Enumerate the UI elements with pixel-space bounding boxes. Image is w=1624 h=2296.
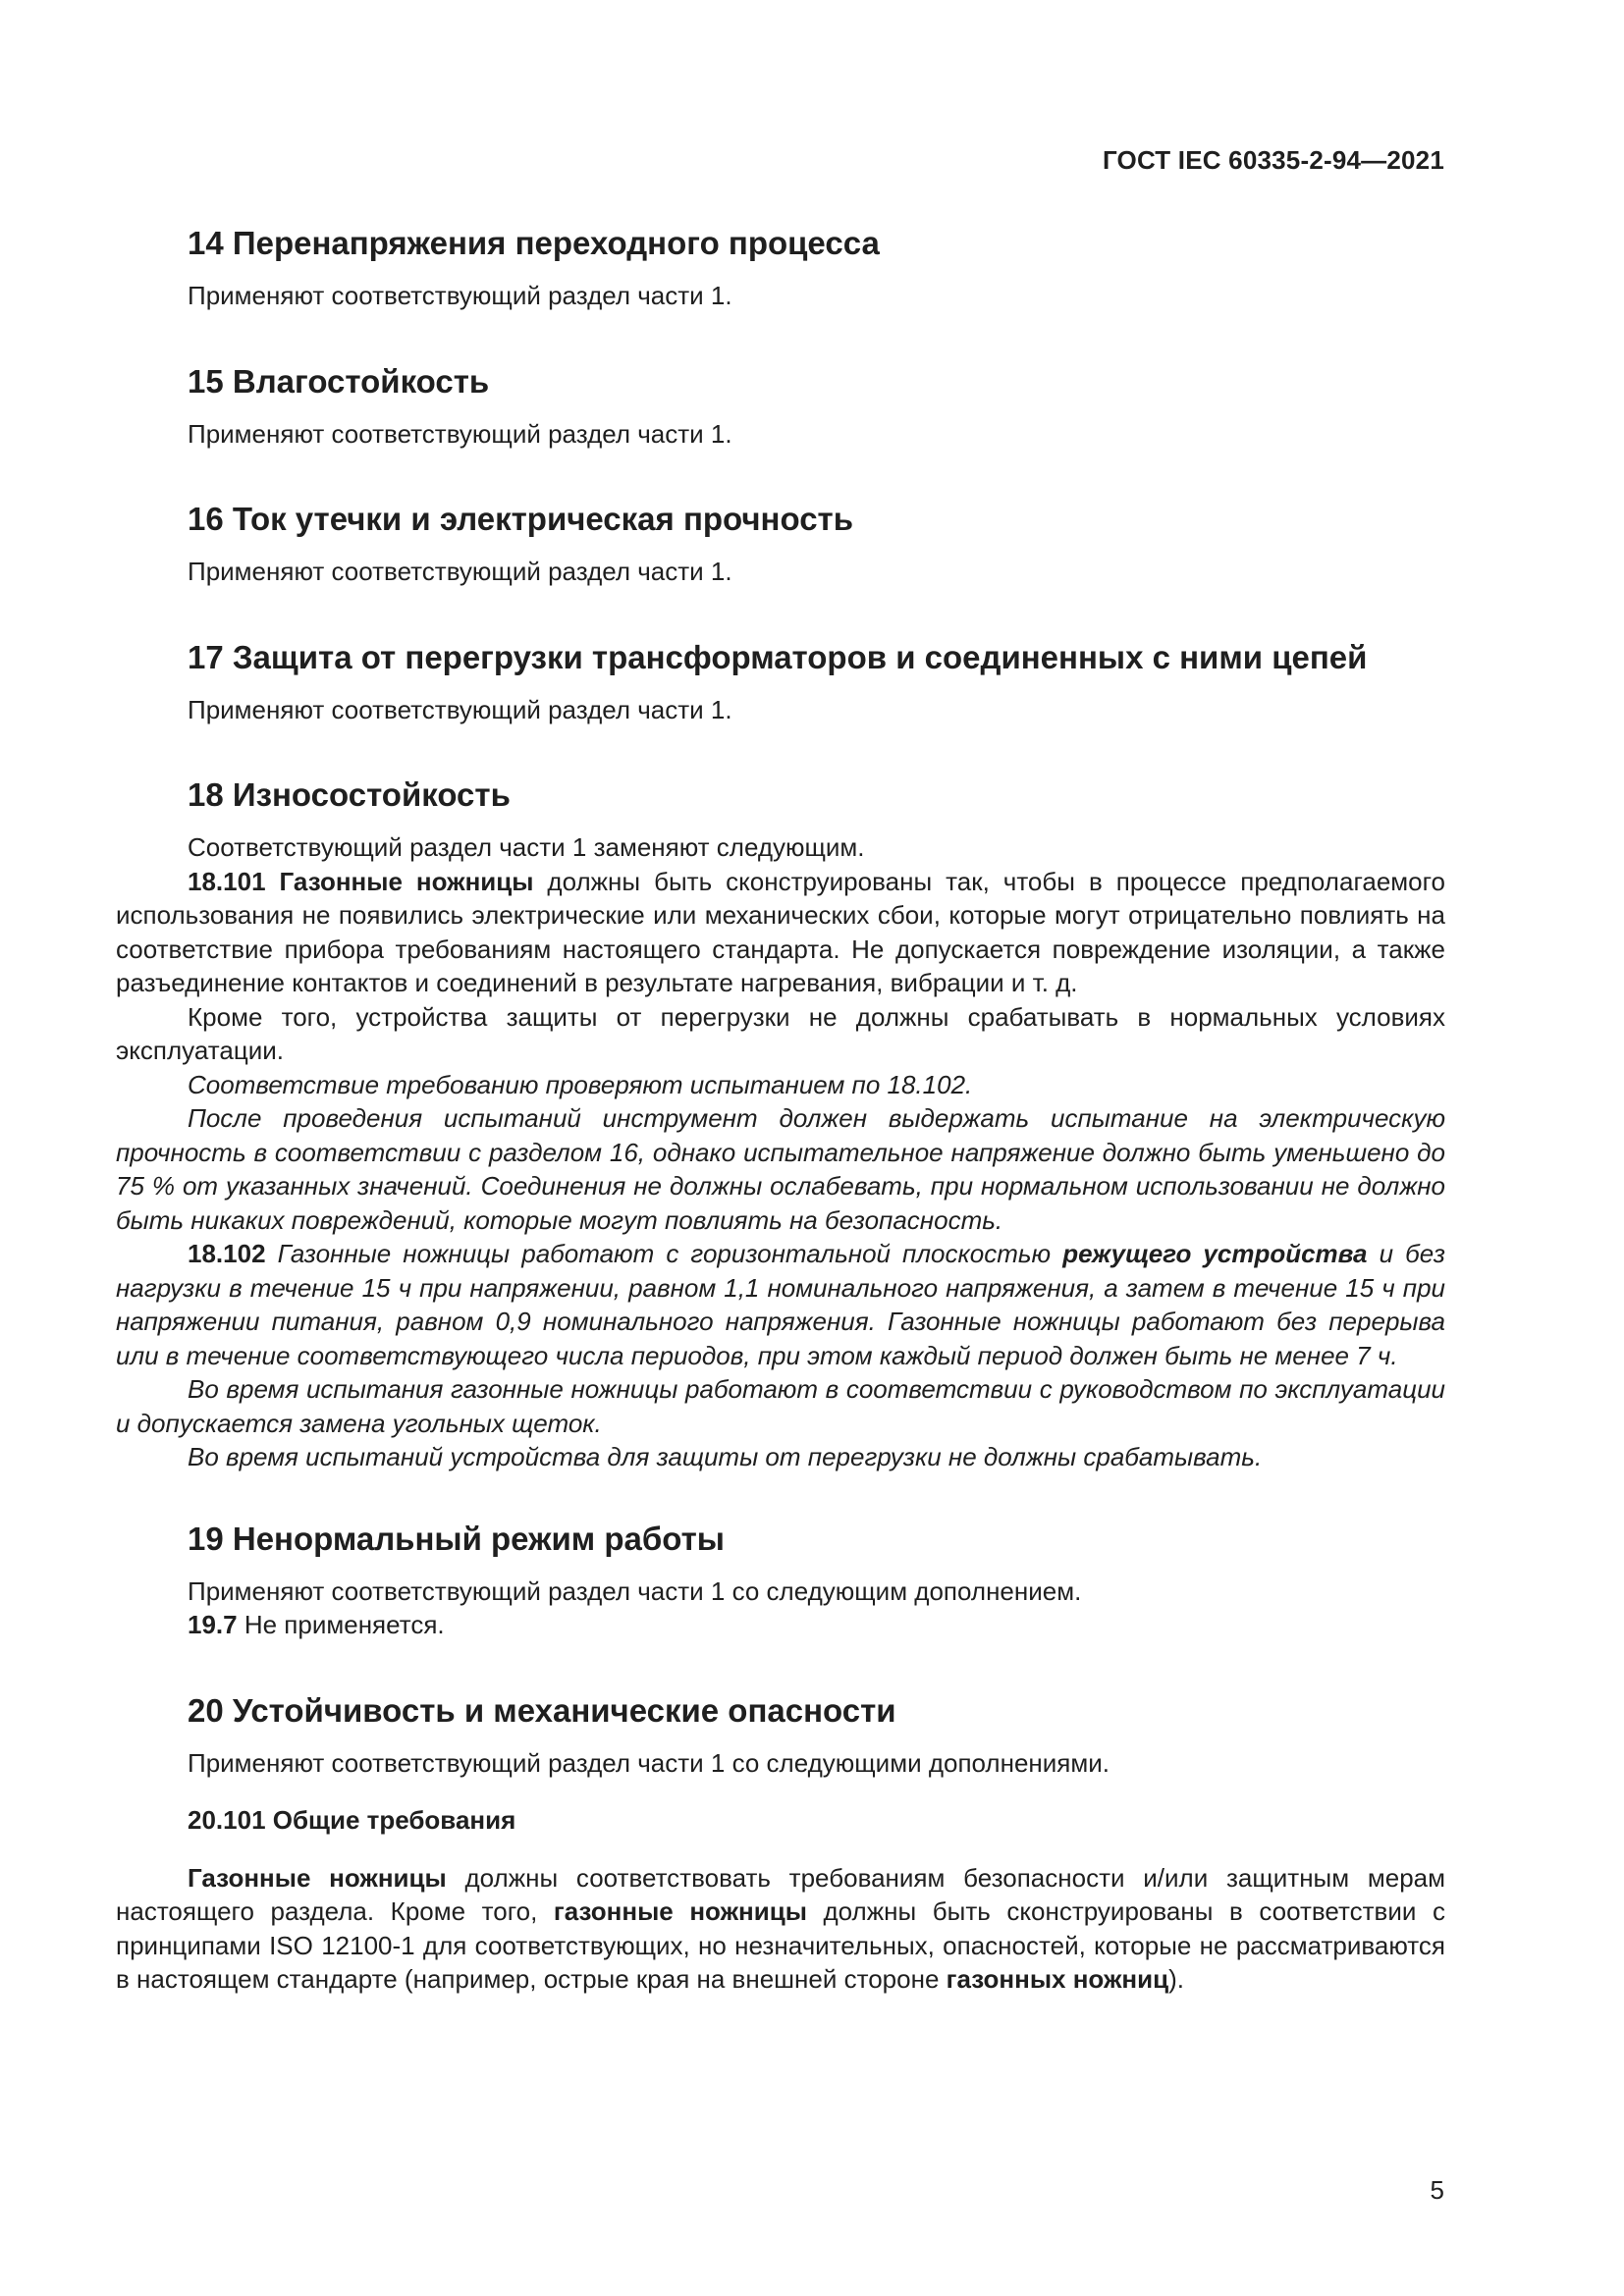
clause-number: 18.102 (188, 1239, 266, 1268)
section-19-title: 19 Ненормальный режим работы (188, 1520, 725, 1557)
clause-number: 19.7 (188, 1610, 238, 1639)
paragraph-text: должны быть сконструированы в соответствии с принципами ISO 12100-1 для соответствующих, но незначительных, опасностей, которые не рассматриваются в настоящем стандарте (например, острые края на внешней стороне (116, 1896, 1445, 1994)
paragraph-after-tests: После проведения испытаний инструмент должен выдержать испытание на электрическую прочность в соответствии с разделом 16, однако испытательное напряжение должно быть уменьшено до 75 % от указанных значений. Соединения не должны ослабевать, при нормальном использовании не должно быть никаких повреждений, которые могут повлиять на безопасность. (116, 1103, 1445, 1235)
section-20-text: Применяют соответствующий раздел части 1 со следующими дополнениями. (188, 1747, 1110, 1778)
section-17-title: 17 Защита от перегрузки трансформаторов и соединенных с ними цепей (188, 638, 1368, 675)
clause-text: Газонные ножницы работают с горизонтальной плоскостью (265, 1239, 1063, 1268)
clause-text: должны быть сконструированы так, чтобы в процессе предполагаемого использования не появились электрические или механических сбои, которые могут отрицательно повлиять на соответствие прибора требованиям настоящего стандарта. Не допускается повреждение изоляции, а также разъединение контактов и соединений в результате нагревания, вибрации и т. д. (116, 866, 1445, 997)
section-15-text: Применяют соответствующий раздел части 1. (188, 418, 732, 449)
section-18-intro: Соответствующий раздел части 1 заменяют следующим. (188, 832, 865, 862)
term-lawn-shears: газонные ножницы (553, 1896, 807, 1926)
section-14-text: Применяют соответствующий раздел части 1. (188, 281, 732, 310)
clause-19-7 (116, 1608, 1445, 1642)
clause-text: Не применяется. (237, 1610, 445, 1639)
clause-18-102 (116, 1237, 1445, 1372)
term-lawn-shears: газонных ножниц (946, 1964, 1169, 1994)
clause-text-continued: и без нагрузки в течение 15 ч при напряжении, равном 1,1 номинального напряжения, а затем в течение 15 ч при напряжении питания, равном 0,9 номинального напряжения. Газонные ножницы работают без перерыва или в течение соответствующего числа периодов, при этом каждый период должен быть не менее 7 ч. (116, 1239, 1445, 1370)
document-code: ГОСТ IEC 60335-2-94—2021 (1102, 145, 1444, 175)
section-18-title: 18 Износостойкость (188, 776, 511, 813)
section-17-text: Применяют соответствующий раздел части 1. (188, 694, 732, 724)
paragraph-carbon-brushes: Во время испытания газонные ножницы работают в соответствии с руководством по эксплуатации и допускается замена угольных щеток. (116, 1374, 1445, 1438)
clause-18-101 (116, 865, 1445, 1000)
paragraph-compliance-check: Соответствие требованию проверяют испытанием по 18.102. (188, 1069, 973, 1099)
section-16-text: Применяют соответствующий раздел части 1. (188, 557, 732, 586)
paragraph-text: должны соответствовать требованиям безопасности и/или защитным мерам настоящего раздела. Кроме того, (116, 1862, 1445, 1926)
paragraph-general-requirements (116, 1861, 1445, 1997)
page-content (116, 220, 1445, 1997)
page-number: 5 (1430, 2175, 1444, 2205)
section-16-title: 16 Ток утечки и электрическая прочность (188, 501, 853, 537)
term-lawn-shears: Газонные ножницы (279, 866, 534, 896)
subsection-20-101-title: 20.101 Общие требования (188, 1805, 516, 1835)
section-14-title: 14 Перенапряжения переходного процесса (188, 225, 880, 261)
term-cutting-device: режущего устройства (1062, 1239, 1368, 1268)
section-20-title: 20 Устойчивость и механические опасности (188, 1691, 896, 1729)
paragraph-text: ). (1168, 1964, 1184, 1994)
clause-number: 18.101 (188, 866, 266, 896)
section-15-title: 15 Влагостойкость (188, 362, 490, 400)
term-lawn-shears: Газонные ножницы (188, 1862, 447, 1893)
paragraph-overload: Кроме того, устройства защиты от перегрузки не должны срабатывать в нормальных условиях эксплуатации. (116, 1001, 1445, 1065)
section-19-text: Применяют соответствующий раздел части 1 со следующим дополнением. (188, 1575, 1082, 1606)
paragraph-protective-devices: Во время испытаний устройства для защиты от перегрузки не должны срабатывать. (188, 1442, 1263, 1471)
